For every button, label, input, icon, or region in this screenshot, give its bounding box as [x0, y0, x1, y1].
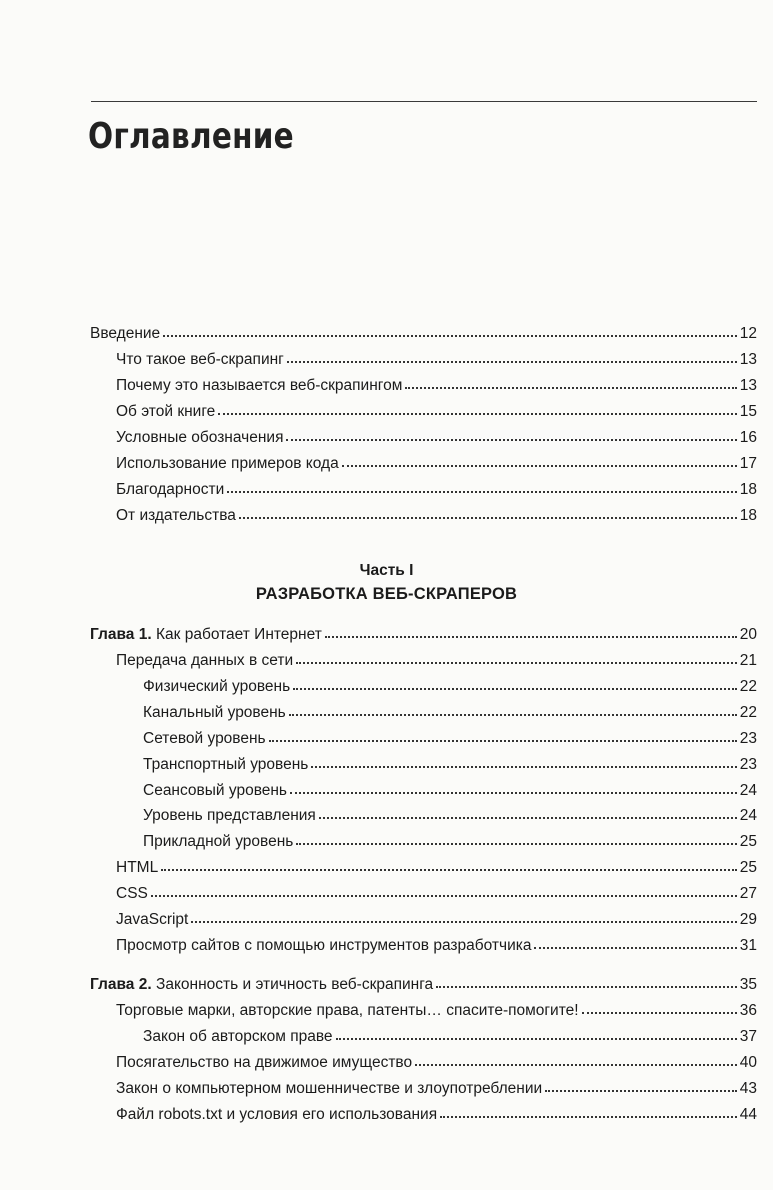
- toc-entry[interactable]: [116, 856, 757, 880]
- dot-leader: [289, 714, 737, 716]
- toc-entry-label: [90, 973, 433, 997]
- toc-entry[interactable]: [143, 701, 757, 725]
- page-number: 22: [739, 677, 757, 695]
- toc-entry-label: HTML: [116, 859, 159, 877]
- chapter-number: Глава 1.: [90, 626, 152, 643]
- page-number: 18: [739, 507, 757, 524]
- toc-entry-label: [90, 623, 322, 647]
- toc-entry-label: Передача данных в сети: [116, 652, 294, 669]
- dot-leader: [325, 636, 737, 638]
- toc-chapter-entry[interactable]: [90, 623, 757, 647]
- toc-entry[interactable]: [143, 779, 757, 803]
- toc-entry[interactable]: [116, 426, 757, 450]
- dot-leader: [336, 1038, 737, 1040]
- toc-entry-label: Прикладной уровень: [143, 833, 294, 851]
- dot-leader: [319, 817, 737, 819]
- page-number: 25: [739, 859, 757, 877]
- toc-entry[interactable]: [116, 934, 757, 958]
- page-title: Оглавление: [88, 116, 294, 157]
- chapter-title: Как работает Интернет: [155, 626, 322, 643]
- toc-entry[interactable]: [90, 322, 757, 346]
- toc-entry-label: Условные обозначения: [116, 429, 284, 446]
- toc-entry[interactable]: [143, 804, 757, 828]
- toc-entry[interactable]: [116, 400, 757, 424]
- dot-leader: [269, 740, 737, 742]
- toc-entry[interactable]: [143, 727, 757, 751]
- toc-entry-label: Файл robots.txt и условия его использования: [116, 1106, 438, 1123]
- dot-leader: [296, 843, 736, 845]
- toc-entry[interactable]: [143, 830, 757, 854]
- page-number: 24: [739, 781, 757, 799]
- page-number: 20: [739, 626, 757, 643]
- page-number: 44: [739, 1106, 757, 1123]
- page-number: 15: [739, 403, 757, 420]
- toc-entry[interactable]: [116, 882, 757, 906]
- page-number: 24: [739, 807, 757, 825]
- toc-entry[interactable]: [116, 504, 757, 528]
- toc-entry-label: Просмотр сайтов с помощью инструментов разработчика: [116, 936, 532, 954]
- toc-entry[interactable]: [116, 999, 757, 1023]
- dot-leader: [534, 947, 736, 949]
- page-number: 17: [739, 455, 757, 472]
- page-number: 27: [739, 885, 757, 903]
- dot-leader: [218, 413, 736, 415]
- page-number: 21: [739, 652, 757, 669]
- page-number: 40: [739, 1054, 757, 1071]
- chapter-number: Глава 2.: [90, 976, 152, 993]
- page-number: 31: [739, 936, 757, 954]
- dot-leader: [405, 387, 736, 389]
- dot-leader: [311, 766, 736, 768]
- toc-entry[interactable]: [116, 478, 757, 502]
- page-number: 13: [739, 377, 757, 394]
- page-number: 35: [739, 976, 757, 993]
- toc-entry[interactable]: [116, 908, 757, 932]
- page-number: 16: [739, 429, 757, 446]
- dot-leader: [342, 465, 737, 467]
- toc-entry-label: Почему это называется веб-скрапингом: [116, 377, 403, 394]
- toc-entry-label: Введение: [90, 325, 161, 342]
- toc-entry-label: Канальный уровень: [143, 703, 286, 721]
- toc-entry[interactable]: [116, 452, 757, 476]
- page-number: 22: [739, 703, 757, 721]
- toc-entry-label: JavaScript: [116, 911, 189, 928]
- dot-leader: [290, 792, 737, 794]
- page-number: 29: [739, 911, 757, 928]
- toc-entry-label: Посягательство на движимое имущество: [116, 1054, 413, 1071]
- toc-entry-label: Использование примеров кода: [116, 455, 339, 472]
- dot-leader: [440, 1116, 737, 1118]
- toc-entry-label: Торговые марки, авторские права, патенты… спасите-помогите!: [116, 1002, 579, 1019]
- toc-entry-label: Закон об авторском праве: [143, 1028, 333, 1045]
- page-number: 12: [739, 325, 757, 342]
- toc-entry[interactable]: [143, 753, 757, 777]
- dot-leader: [415, 1064, 737, 1066]
- chapter-title: Законность и этичность веб-скрапинга: [155, 976, 434, 993]
- dot-leader: [545, 1090, 737, 1092]
- toc-entry[interactable]: [116, 649, 757, 673]
- toc-entry[interactable]: [116, 1103, 757, 1127]
- page-number: 37: [739, 1028, 757, 1045]
- page-number: 23: [739, 755, 757, 773]
- page-number: 43: [739, 1080, 757, 1097]
- toc-entry-label: Сетевой уровень: [143, 729, 266, 747]
- toc-chapter-entry[interactable]: [90, 973, 757, 997]
- toc-entry[interactable]: [116, 1077, 757, 1101]
- dot-leader: [436, 986, 737, 988]
- top-rule: [91, 101, 757, 102]
- toc-entry-label: CSS: [116, 885, 148, 903]
- dot-leader: [239, 517, 737, 519]
- dot-leader: [293, 688, 737, 690]
- toc-entry-label: Благодарности: [116, 481, 225, 498]
- dot-leader: [191, 921, 736, 923]
- dot-leader: [286, 439, 736, 441]
- dot-leader: [151, 895, 737, 897]
- toc-entry-label: Что такое веб-скрапинг: [116, 351, 284, 368]
- toc-entry-label: Уровень представления: [143, 807, 316, 825]
- page-number: 23: [739, 729, 757, 747]
- toc-entry[interactable]: [116, 348, 757, 372]
- dot-leader: [163, 335, 737, 337]
- toc-entry-label: Закон о компьютерном мошенничестве и злоупотреблении: [116, 1080, 543, 1097]
- toc-entry-label: Об этой книге: [116, 403, 216, 420]
- toc-entry[interactable]: [143, 675, 757, 699]
- part-label: Часть I: [359, 562, 414, 579]
- dot-leader: [582, 1012, 737, 1014]
- dot-leader: [161, 869, 737, 871]
- toc-entry[interactable]: [143, 1025, 757, 1049]
- page-number: 13: [739, 351, 757, 368]
- dot-leader: [296, 662, 737, 664]
- toc-entry-label: Транспортный уровень: [143, 755, 309, 773]
- toc-entry-label: Физический уровень: [143, 677, 291, 695]
- page-number: 18: [739, 481, 757, 498]
- toc-entry-label: От издательства: [116, 507, 236, 524]
- dot-leader: [287, 361, 737, 363]
- page-number: 25: [739, 833, 757, 851]
- page-number: 36: [739, 1002, 757, 1019]
- part-title: РАЗРАБОТКА ВЕБ-СКРАПЕРОВ: [255, 585, 518, 603]
- toc-entry[interactable]: [116, 1051, 757, 1075]
- dot-leader: [227, 491, 737, 493]
- toc-entry[interactable]: [116, 374, 757, 398]
- toc-entry-label: Сеансовый уровень: [143, 781, 288, 799]
